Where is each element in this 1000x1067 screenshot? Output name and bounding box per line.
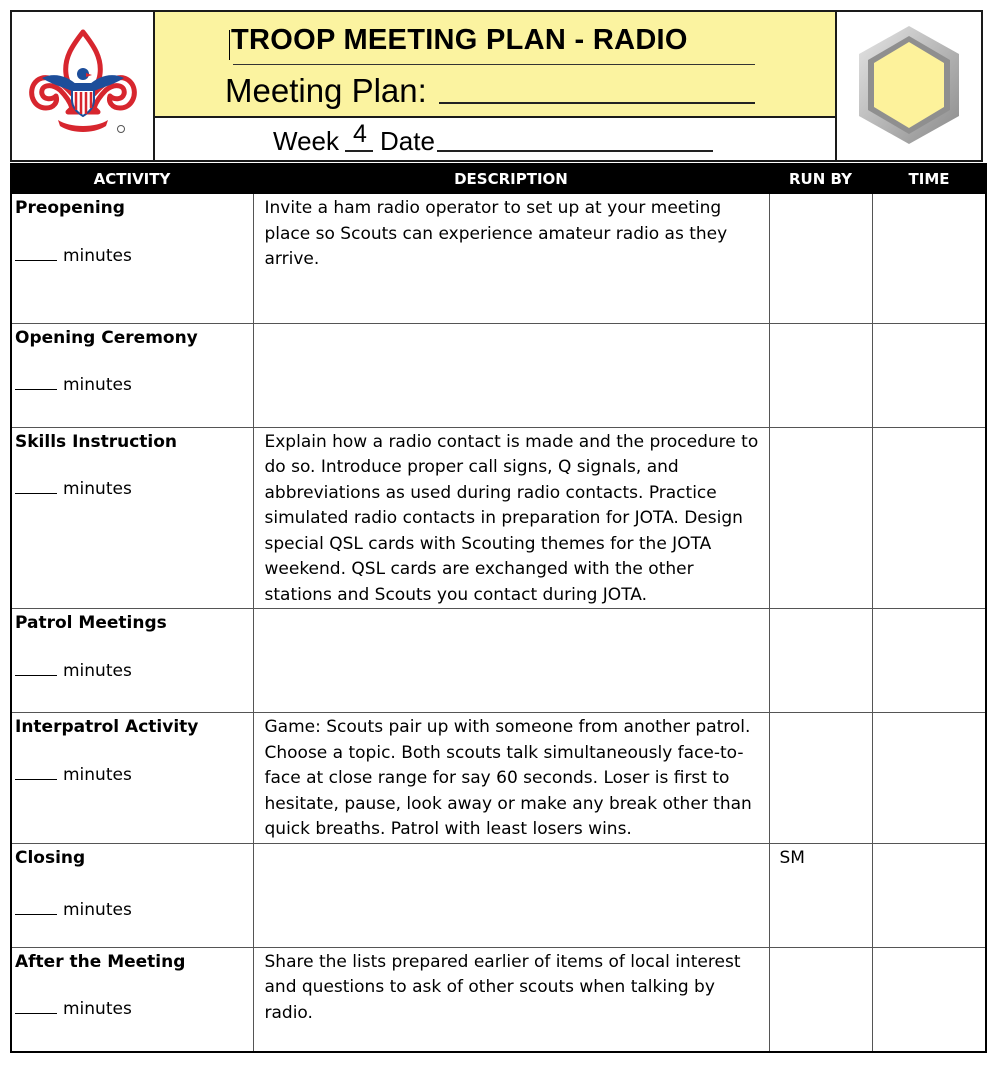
activity-description: Share the lists prepared earlier of items of local interest and questions to ask of other scouts when talking by radio. bbox=[264, 951, 741, 1023]
badge-panel bbox=[835, 12, 981, 160]
activity-name: Closing bbox=[15, 847, 86, 868]
run-by-value bbox=[770, 324, 872, 326]
run-by-cell[interactable] bbox=[769, 843, 872, 947]
activity-description: Explain how a radio contact is made and the procedure to do so. Introduce proper call signs, Q signals, and abbreviations as used during radio contacts. Practice simulated radio contacts in preparation for JOTA. Design special QSL cards with Scouting themes for the JOTA weekend. QSL cards are exchanged with the other stations and Scouts you contact during JOTA. bbox=[264, 431, 759, 605]
run-by-value: SM bbox=[779, 847, 805, 868]
activity-cell bbox=[11, 193, 253, 323]
text-cursor bbox=[229, 30, 230, 60]
activity-name: Preopening bbox=[15, 198, 125, 218]
minutes-blank[interactable] bbox=[15, 999, 57, 1014]
activity-cell bbox=[11, 323, 253, 427]
minutes-label: minutes bbox=[63, 764, 132, 785]
run-by-value bbox=[770, 194, 872, 196]
time-cell[interactable] bbox=[872, 713, 986, 844]
table-row-interpatrol-activity bbox=[11, 713, 986, 844]
activity-name: Patrol Meetings bbox=[15, 613, 167, 633]
column-header-description: DESCRIPTION bbox=[253, 164, 769, 193]
description-cell bbox=[253, 427, 769, 609]
minutes-blank[interactable] bbox=[15, 765, 57, 780]
activity-cell bbox=[11, 427, 253, 609]
table-row-patrol-meetings bbox=[11, 609, 986, 713]
activity-name: Opening Ceremony bbox=[15, 327, 198, 348]
activity-cell bbox=[11, 947, 253, 1052]
hexagon-badge-icon bbox=[845, 20, 973, 150]
run-by-value bbox=[770, 428, 872, 430]
run-by-cell[interactable] bbox=[769, 713, 872, 844]
run-by-cell[interactable] bbox=[769, 193, 872, 323]
description-cell bbox=[253, 713, 769, 844]
week-number-underline bbox=[345, 150, 373, 152]
run-by-cell[interactable] bbox=[769, 323, 872, 427]
minutes-label: minutes bbox=[63, 245, 132, 266]
activity-description: Game: Scouts pair up with someone from another patrol. Choose a topic. Both scouts talk simultaneously face-to-face at close range for say 60 seconds. Loser is first to hesitate, pause, look away or make any break other than quick breaths. Patrol with least losers wins. bbox=[264, 717, 752, 839]
column-header-activity: ACTIVITY bbox=[11, 164, 253, 193]
minutes-label: minutes bbox=[63, 660, 132, 681]
activity-name: Interpatrol Activity bbox=[15, 717, 199, 737]
title-band bbox=[155, 12, 835, 118]
meeting-plan-label: Meeting Plan: bbox=[225, 72, 427, 109]
date-field[interactable] bbox=[437, 150, 713, 152]
column-header-run-by: RUN BY bbox=[769, 164, 872, 193]
table-row-after-meeting bbox=[11, 947, 986, 1052]
activity-description: Invite a ham radio operator to set up at your meeting place so Scouts can experience amateur radio as they arrive. bbox=[264, 198, 728, 269]
description-cell bbox=[253, 947, 769, 1052]
run-by-value bbox=[770, 609, 872, 611]
run-by-cell[interactable] bbox=[769, 427, 872, 609]
activity-description bbox=[254, 324, 769, 326]
title-underline bbox=[233, 64, 755, 65]
minutes-label: minutes bbox=[63, 375, 132, 395]
minutes-blank[interactable] bbox=[15, 375, 57, 390]
time-cell[interactable] bbox=[872, 323, 986, 427]
bsa-logo-icon bbox=[28, 28, 138, 144]
run-by-value bbox=[770, 713, 872, 715]
table-row-opening-ceremony bbox=[11, 323, 986, 427]
date-label: Date bbox=[380, 126, 435, 156]
run-by-value bbox=[770, 948, 872, 950]
table-header-row bbox=[11, 164, 986, 193]
description-cell bbox=[253, 193, 769, 323]
minutes-blank[interactable] bbox=[15, 900, 57, 915]
page-title: TROOP MEETING PLAN - RADIO bbox=[231, 24, 688, 56]
meeting-plan-field[interactable] bbox=[439, 102, 755, 104]
minutes-blank[interactable] bbox=[15, 661, 57, 676]
description-cell bbox=[253, 323, 769, 427]
plan-header bbox=[10, 10, 983, 162]
activity-name: After the Meeting bbox=[15, 951, 186, 972]
description-cell bbox=[253, 843, 769, 947]
meeting-plan-table bbox=[10, 163, 987, 1053]
minutes-blank[interactable] bbox=[15, 479, 57, 494]
minutes-label: minutes bbox=[63, 999, 132, 1019]
time-cell[interactable] bbox=[872, 609, 986, 713]
activity-name: Skills Instruction bbox=[15, 431, 178, 452]
description-cell bbox=[253, 609, 769, 713]
time-cell[interactable] bbox=[872, 427, 986, 609]
table-row-closing bbox=[11, 843, 986, 947]
activity-cell bbox=[11, 843, 253, 947]
week-label: Week bbox=[273, 126, 339, 156]
week-date-row bbox=[155, 118, 835, 160]
time-cell[interactable] bbox=[872, 947, 986, 1052]
minutes-label: minutes bbox=[63, 479, 132, 499]
activity-cell bbox=[11, 609, 253, 713]
table-row-skills-instruction bbox=[11, 427, 986, 609]
activity-description bbox=[254, 609, 769, 611]
minutes-blank[interactable] bbox=[15, 246, 57, 261]
run-by-cell[interactable] bbox=[769, 947, 872, 1052]
activity-cell bbox=[11, 713, 253, 844]
time-cell[interactable] bbox=[872, 843, 986, 947]
logo-panel bbox=[12, 12, 155, 160]
week-number[interactable]: 4 bbox=[353, 120, 367, 148]
minutes-label: minutes bbox=[63, 900, 132, 920]
run-by-cell[interactable] bbox=[769, 609, 872, 713]
table-row-preopening bbox=[11, 193, 986, 323]
column-header-time: TIME bbox=[872, 164, 986, 193]
time-cell[interactable] bbox=[872, 193, 986, 323]
activity-description bbox=[254, 844, 769, 846]
